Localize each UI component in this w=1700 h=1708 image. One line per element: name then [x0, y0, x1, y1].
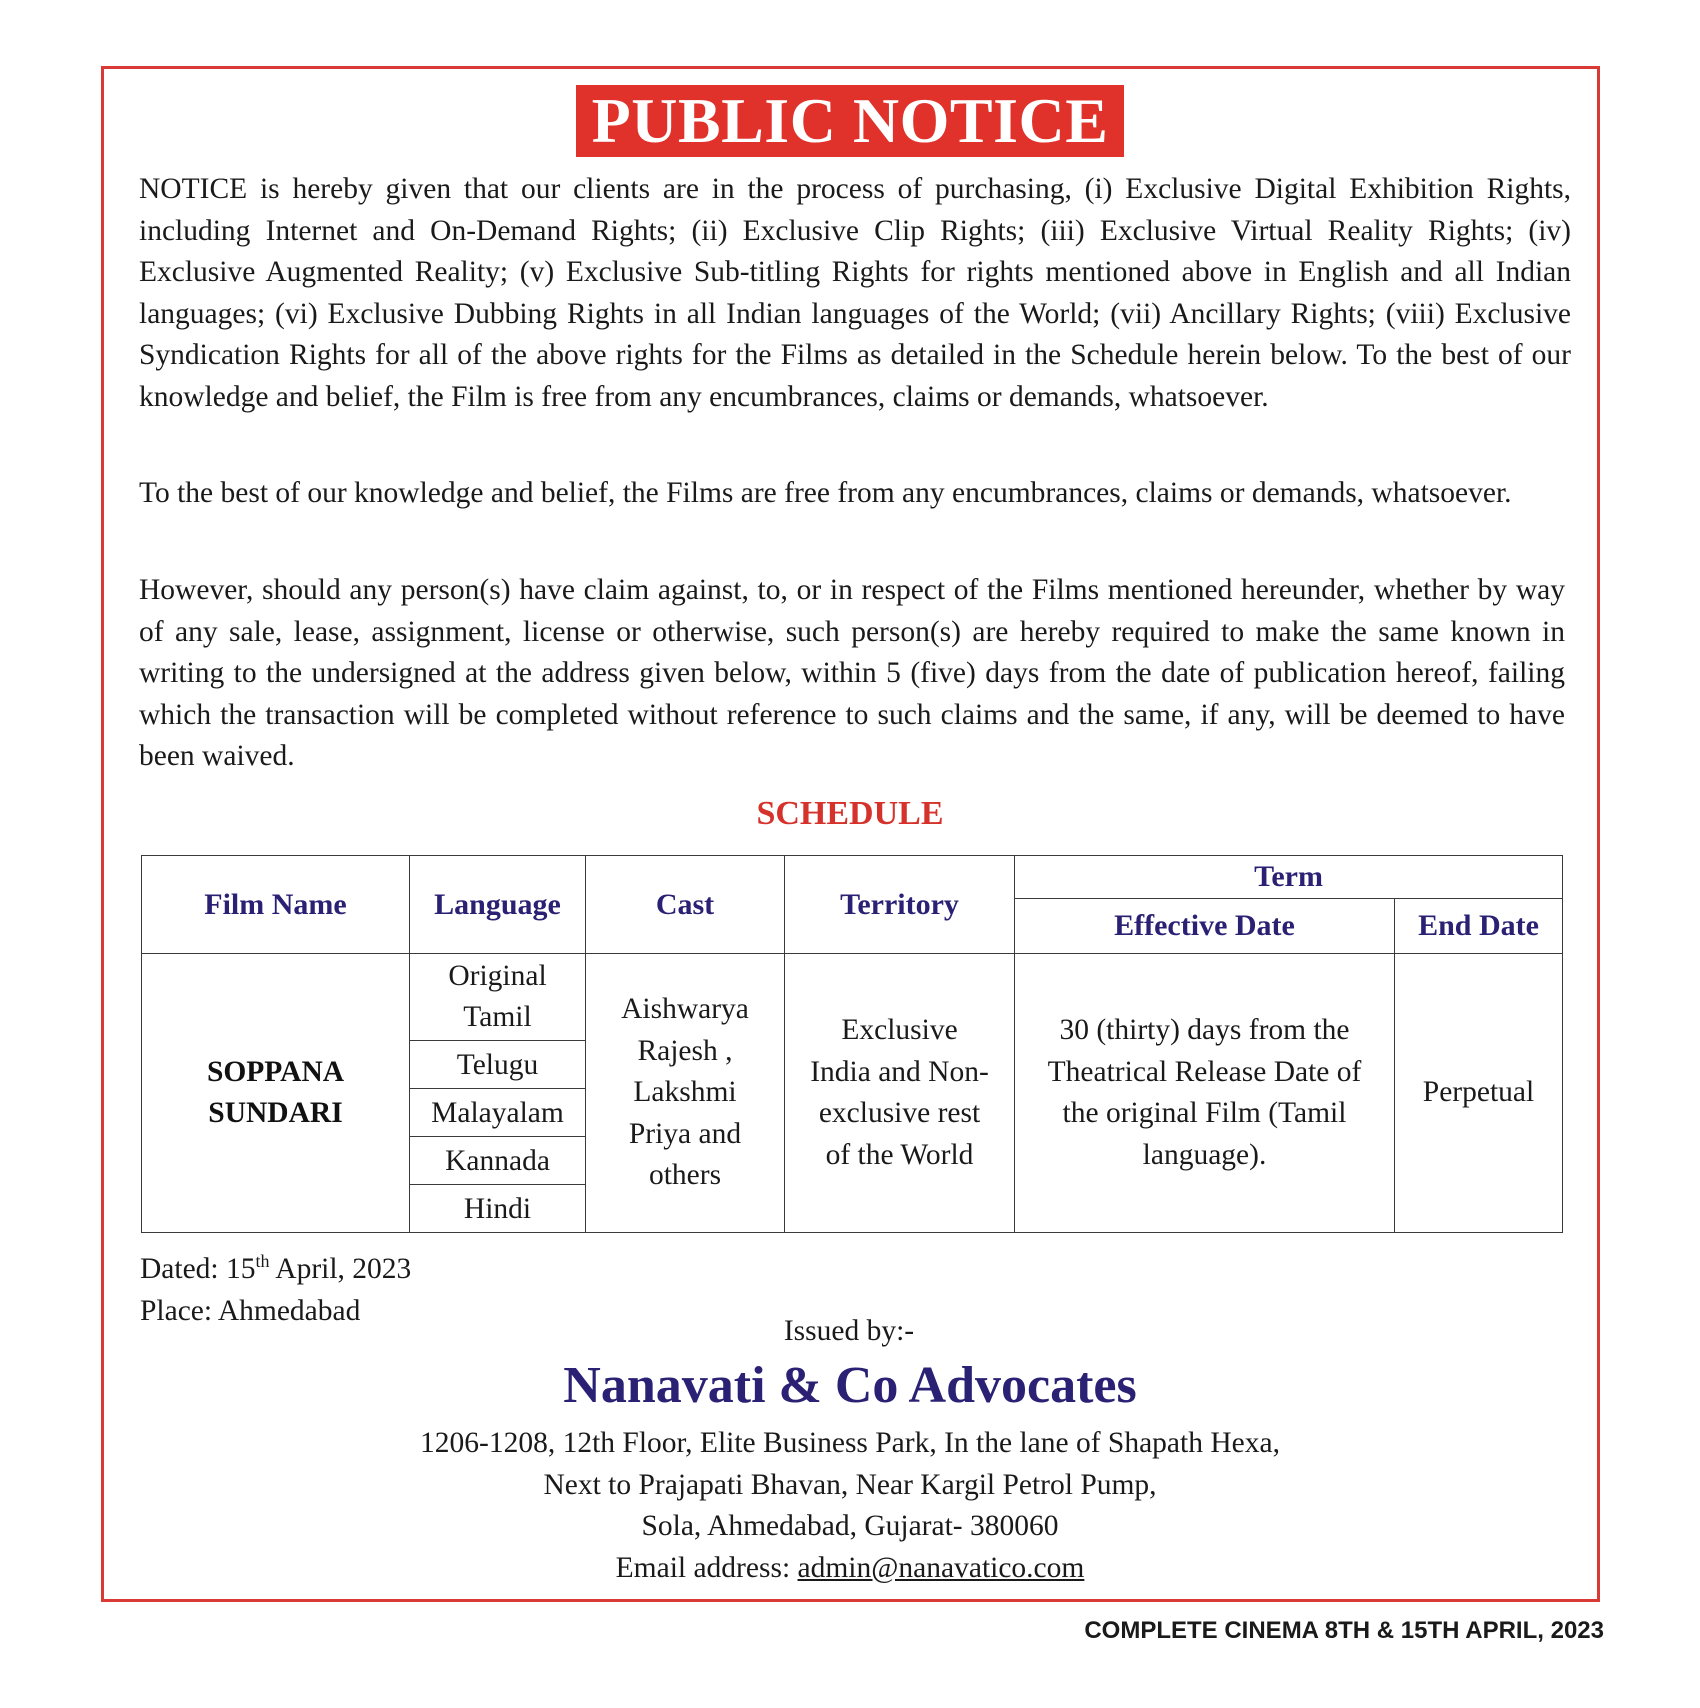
effective-date-cell [1015, 954, 1395, 1233]
notice-paragraph-3: However, should any person(s) have claim against, to, or in respect of the Films mentioned hereunder, whether by way of any sale, lease, assignment, license or otherwise, such person(s) are hereby required to make the same known in writing to the undersigned at the address given below, within 5 (five) days from the date of publication hereof, failing which the transaction will be completed without reference to such claims and the same, if any, will be deemed to have been waived. [139, 574, 1565, 772]
cast-line: Priya and [628, 1117, 742, 1150]
notice-paragraph-1: NOTICE is hereby given that our clients are in the process of purchasing, (i) Exclusive Digital Exhibition Rights, including Internet and On-Demand Rights; (ii) Exclusive Clip Rights; (iii) Exclusive Virtual Reality Rights; (iv) Exclusive Augmented Reality; (v) Exclusive Sub-titling Rights for rights mentioned above in English and all Indian languages; (vi) Exclusive Dubbing Rights in all Indian languages of the World; (vii) Ancillary Rights; (viii) Exclusive Syndication Rights for all of the above rights for the Films as detailed in the Schedule herein below. To the best of our knowledge and belief, the Film is free from any encumbrances, claims or demands, whatsoever. [139, 173, 1571, 413]
email-line [0, 1548, 1700, 1590]
header-territory: Territory [785, 856, 1015, 954]
firm-name: Nanavati & Co Advocates [563, 1357, 1137, 1414]
dated-suffix: April, 2023 [269, 1253, 412, 1285]
schedule-table [141, 855, 1563, 1233]
issued-by [0, 1311, 1700, 1351]
effective-date-line: Theatrical Release Date of [1047, 1055, 1362, 1088]
film-name-cell [142, 954, 410, 1233]
header-cast: Cast [586, 856, 785, 954]
dated-line [140, 1248, 411, 1290]
notice-paragraph-2: To the best of our knowledge and belief, the Films are free from any encumbrances, claims or demands, whatsoever. [139, 477, 1512, 509]
title-container [0, 85, 1700, 157]
dated-prefix: Dated: 15 [140, 1253, 256, 1285]
film-name-line: SOPPANA [206, 1056, 345, 1088]
territory-cell [785, 954, 1015, 1233]
cast-line: others [648, 1159, 722, 1192]
cast-line: Lakshmi [633, 1076, 737, 1109]
cast-line: Aishwarya [621, 993, 749, 1026]
end-date-cell: Perpetual [1395, 954, 1563, 1233]
cast-cell [586, 954, 785, 1233]
email-link[interactable]: admin@nanavatico.com [797, 1551, 1085, 1584]
language-cell: Kannada [410, 1137, 586, 1185]
effective-date-line: the original Film (Tamil [1062, 1097, 1347, 1129]
language-cell: Malayalam [410, 1089, 586, 1137]
language-cell [410, 954, 586, 1041]
publication-footer: COMPLETE CINEMA 8TH & 15TH APRIL, 2023 [1084, 1617, 1604, 1644]
effective-date-line: language). [1142, 1138, 1267, 1171]
address-line: 1206-1208, 12th Floor, Elite Business Park, In the lane of Shapath Hexa, [420, 1427, 1280, 1459]
schedule-title: SCHEDULE [756, 795, 944, 832]
email-label: Email address: [615, 1551, 798, 1584]
effective-date-line: 30 (thirty) days from the [1059, 1014, 1350, 1046]
header-language: Language [410, 856, 586, 954]
film-name-line: SUNDARI [208, 1097, 343, 1129]
address-line: Next to Prajapati Bhavan, Near Kargil Petrol Pump, [543, 1468, 1157, 1501]
dated-sup: th [255, 1251, 270, 1272]
header-film-name: Film Name [142, 856, 410, 954]
cast-line: Rajesh , [637, 1034, 733, 1067]
language-line: Original [448, 960, 547, 992]
place-line: Place: Ahmedabad [140, 1295, 361, 1327]
header-effective-date: Effective Date [1015, 899, 1395, 954]
header-term: Term [1015, 856, 1563, 899]
territory-line: Exclusive [841, 1014, 958, 1046]
language-cell: Hindi [410, 1185, 586, 1233]
territory-line: India and Non- [810, 1055, 989, 1088]
firm-address [0, 1423, 1700, 1589]
notice-title: PUBLIC NOTICE [576, 85, 1125, 157]
header-end-date: End Date [1395, 899, 1563, 954]
territory-line: of the World [825, 1138, 974, 1171]
address-line: Sola, Ahmedabad, Gujarat- 380060 [641, 1510, 1059, 1542]
territory-line: exclusive rest [818, 1097, 981, 1129]
language-cell: Telugu [410, 1041, 586, 1089]
language-line: Tamil [463, 1001, 532, 1033]
issued-by-label: Issued by:- [783, 1315, 915, 1347]
